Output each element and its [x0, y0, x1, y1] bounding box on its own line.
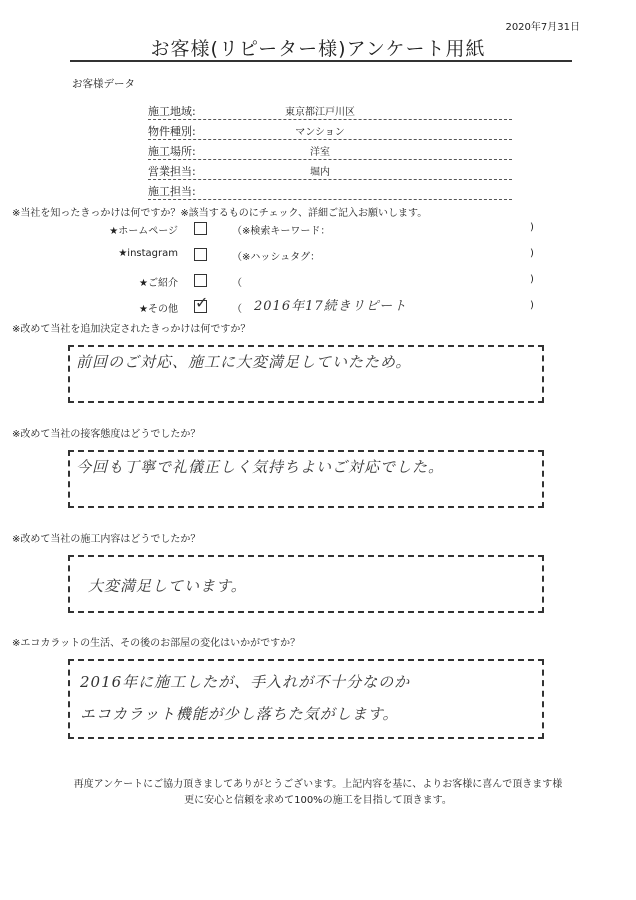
info-value: 堀内 [310, 167, 330, 178]
question-1: ※当社を知ったきっかけは何ですか？※該当するものにチェック、詳細ご記入お願いします。 [12, 208, 428, 219]
option-checkbox[interactable] [194, 274, 207, 287]
answer-box-2[interactable] [68, 345, 544, 403]
option-label: ★ご紹介 [139, 278, 178, 289]
handwritten-answer: 今回も丁寧で礼儀正しく気持ちよいご対応でした。 [76, 458, 445, 476]
option-other [0, 293, 636, 315]
option-homepage [0, 222, 636, 236]
info-row-area [148, 100, 512, 120]
footer-text-line-2: 更に安心と信頼を求めて100%の施工を目指して頂きます。 [184, 795, 452, 806]
info-label: 営業担当: [148, 165, 196, 178]
info-row-property-type [148, 120, 512, 140]
question-3: ※改めて当社の接客態度はどうでしたか？ [12, 429, 201, 440]
handwritten-other-detail: 2016年17続きリピート [254, 299, 408, 314]
info-value: マンション [295, 127, 345, 138]
title-underline [70, 60, 572, 62]
info-row-sales-rep [148, 160, 512, 180]
question-2: ※改めて当社を追加決定されたきっかけは何ですか？ [12, 324, 251, 335]
info-row-location [148, 140, 512, 160]
option-referral [0, 274, 636, 288]
option-checkbox[interactable] [194, 248, 207, 261]
answer-box-5[interactable] [68, 659, 544, 739]
option-detail: （ [232, 304, 242, 315]
question-5: ※エコカラットの生活、その後のお部屋の変化はいかがですか？ [12, 638, 301, 649]
customer-section-heading: お客様データ [72, 78, 135, 90]
info-label: 施工地域: [148, 105, 196, 118]
info-label: 施工担当: [148, 185, 196, 198]
option-instagram [0, 248, 636, 262]
info-label: 物件種別: [148, 125, 196, 138]
footer-text-line-1: 再度アンケートにご協力頂きましてありがとうございます。上記内容を基に、よりお客様に喜んで頂きます様 [73, 779, 563, 790]
option-detail: （ [232, 278, 242, 289]
option-detail: （※ハッシュタグ： [232, 252, 321, 263]
option-checkbox[interactable] [194, 222, 207, 235]
survey-date: 2020年7月31日 [505, 22, 580, 33]
question-4: ※改めて当社の施工内容はどうでしたか？ [12, 534, 201, 545]
info-label: 施工場所: [148, 145, 196, 158]
option-paren-close: ) [530, 222, 534, 233]
option-paren-close: ) [530, 248, 534, 259]
page-title: お客様(リピーター様)アンケート用紙 [150, 38, 486, 60]
handwritten-answer-line-2: エコカラット機能が少し落ちた気がします。 [80, 705, 399, 723]
info-row-installer [148, 180, 512, 200]
answer-box-4[interactable] [68, 555, 544, 613]
handwritten-answer: 前回のご対応、施工に大変満足していたため。 [76, 353, 412, 371]
info-value: 東京都江戸川区 [285, 107, 355, 118]
handwritten-answer: 大変満足しています。 [88, 577, 247, 595]
option-paren-close: ) [530, 274, 534, 285]
option-label: ★ホームページ [109, 226, 178, 237]
answer-box-3[interactable] [68, 450, 544, 508]
customer-info-table [148, 100, 512, 200]
option-detail: （※検索キーワード： [232, 226, 331, 237]
option-label: ★その他 [139, 304, 178, 315]
checkmark-icon: ✓ [195, 293, 209, 312]
info-value: 洋室 [310, 147, 330, 158]
option-label: ★instagram [118, 248, 178, 259]
option-paren-close: ) [530, 300, 534, 311]
handwritten-answer-line-1: 2016年に施工したが、手入れが不十分なのか [80, 673, 411, 691]
